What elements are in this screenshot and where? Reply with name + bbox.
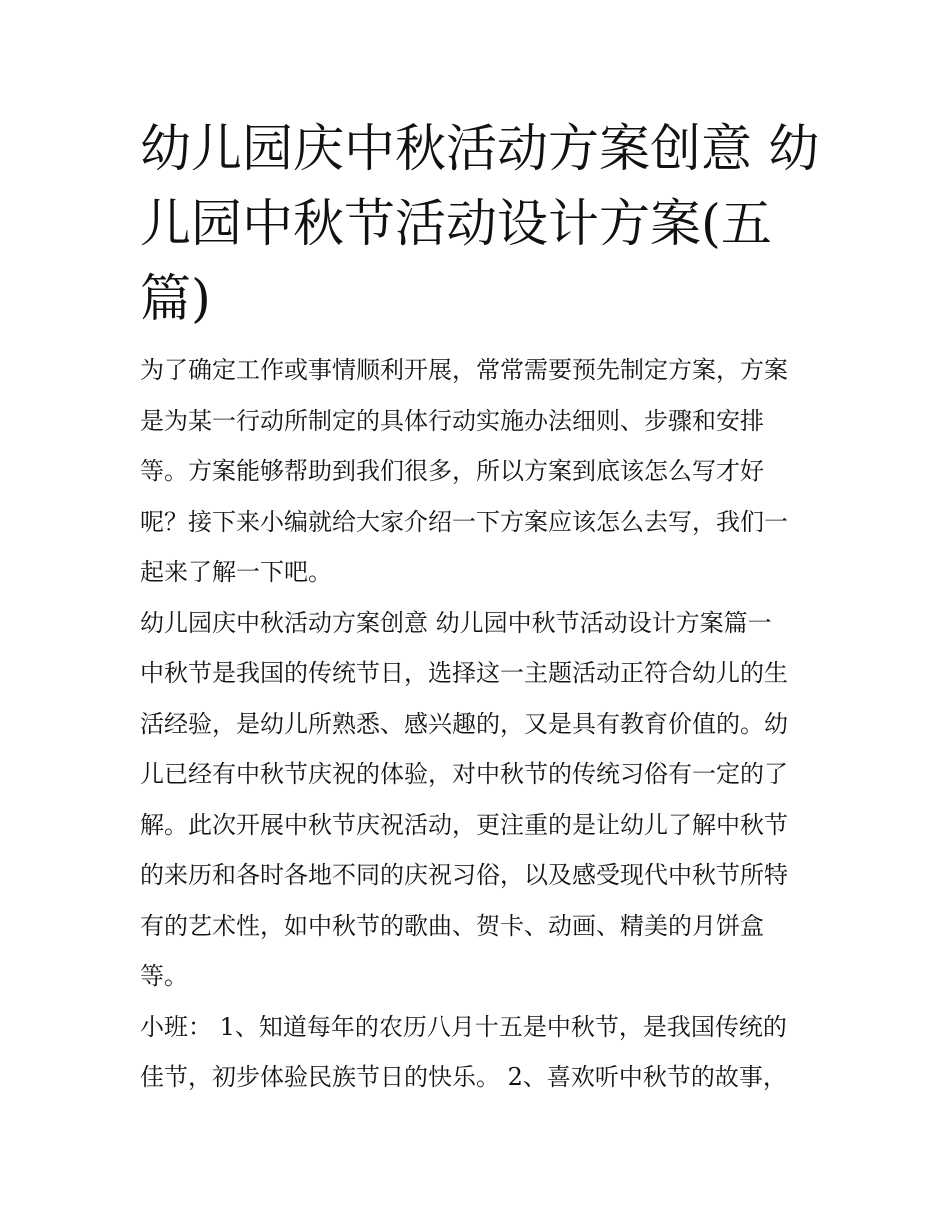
title-line: 儿园中秋节活动设计方案(五 [140, 195, 772, 254]
intro-paragraph [140, 345, 820, 598]
text-line: 儿已经有中秋节庆祝的体验，对中秋节的传统习俗有一定的了 [140, 760, 788, 788]
body-paragraph [140, 648, 820, 1002]
text-line: 有的艺术性，如中秋节的歌曲、贺卡、动画、精美的月饼盒 [140, 911, 764, 940]
text-line: 小班： 1、知道每年的农历八月十五是中秋节，是我国传统的 [140, 1012, 787, 1041]
text-line: 幼儿园庆中秋活动方案创意 幼儿园中秋节活动设计方案篇一 [140, 608, 772, 637]
title-line: 幼儿园庆中秋活动方案创意 幼 [140, 120, 820, 179]
title-line: 篇) [140, 270, 211, 329]
text-line: 起来了解一下吧。 [140, 558, 332, 586]
document-body [140, 345, 820, 1103]
goals-paragraph [140, 1002, 820, 1103]
text-line: 佳节，初步体验民族节日的快乐。 2、喜欢听中秋节的故事， [140, 1063, 787, 1091]
text-line: 是为某一行动所制定的具体行动实施办法细则、步骤和安排 [140, 406, 764, 435]
text-line: 中秋节是我国的传统节日，选择这一主题活动正符合幼儿的生 [140, 659, 788, 687]
text-line: 解。此次开展中秋节庆祝活动，更注重的是让幼儿了解中秋节 [140, 810, 788, 839]
text-line: 的来历和各时各地不同的庆祝习俗，以及感受现代中秋节所特 [140, 861, 788, 889]
text-line: 等。 [140, 962, 188, 990]
text-line: 为了确定工作或事情顺利开展，常常需要预先制定方案，方案 [140, 356, 788, 384]
section-heading [140, 598, 820, 649]
text-line: 等。方案能够帮助到我们很多，所以方案到底该怎么写才好 [140, 457, 764, 485]
text-line: 呢？接下来小编就给大家介绍一下方案应该怎么去写，我们一 [140, 507, 788, 536]
document-title [140, 112, 820, 337]
document-page [140, 112, 820, 1103]
text-line: 活经验，是幼儿所熟悉、感兴趣的，又是具有教育价值的。幼 [140, 709, 788, 738]
